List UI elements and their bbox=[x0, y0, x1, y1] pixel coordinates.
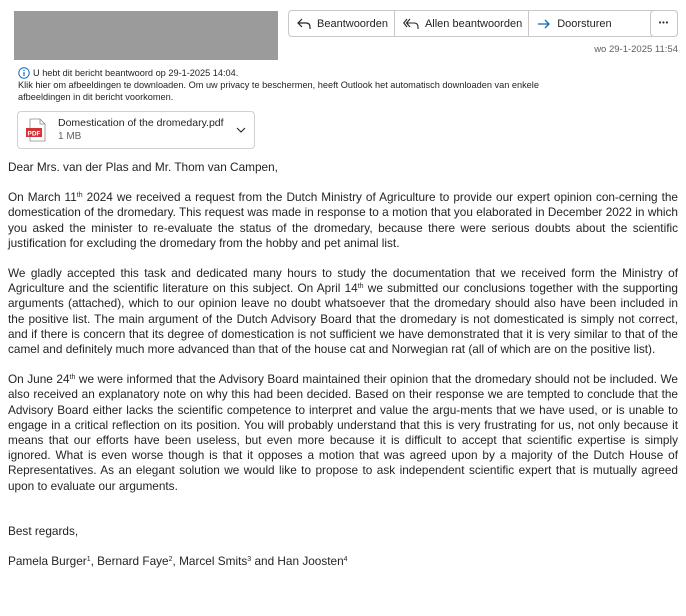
reply-button[interactable] bbox=[289, 11, 395, 36]
attachment-name: Domestication of the dromedary.pdf bbox=[58, 117, 224, 129]
closing: Best regards, bbox=[8, 523, 79, 538]
info-icon bbox=[18, 67, 30, 79]
more-icon: ••• bbox=[658, 20, 670, 27]
pdf-icon-label: PDF bbox=[27, 130, 41, 138]
download-images-link[interactable] bbox=[18, 79, 658, 103]
paragraph-2: We gladly accepted this task and dedicated many hours to study the documentation that we received form the Ministry of Agriculture and the scientific literature on this subject. On April 14th we submitted our conclusions together with the supporting arguments (attached), which to our opinion leave no doubt whatsoever that the dromedary should also have been included in the positive list. The main argument of the Dutch Advisory Board that the dromedary is not domesticated is simply not correct, and if there is concern that its degree of domestication is not sufficient we have demonstrated that it is very similar to that of the camel and definitely much more advanced than that of the house cat and Norwegian rat (all of which are on the positive list). bbox=[8, 266, 678, 357]
info-bar bbox=[18, 67, 658, 103]
reply-label: Beantwoorden bbox=[317, 17, 388, 30]
redacted-sender-block bbox=[14, 11, 278, 60]
replied-notice: U hebt dit bericht beantwoord op 29-1-2025 14:04. bbox=[33, 68, 239, 78]
chevron-down-icon[interactable] bbox=[236, 127, 246, 133]
attachment-card[interactable] bbox=[17, 111, 255, 149]
download-images-text-1: Klik hier om afbeeldingen te downloaden. Om uw privacy te beschermen, heeft Outlook het automatisch downloaden van enkele bbox=[18, 80, 539, 90]
download-images-text-2: afbeeldingen in dit bericht voorkomen. bbox=[18, 92, 174, 102]
more-actions-button[interactable] bbox=[650, 10, 678, 37]
message-date: wo 29-1-2025 11:54 bbox=[594, 44, 678, 55]
message-body bbox=[8, 160, 678, 569]
paragraph-3: On June 24th we were informed that the Advisory Board maintained their opinion that the dromedary should not be included. We also received an explanatory note on why this had been decided. Based on their response we are tempted to conclude that the Advisory Board either lacks the scientific competence to interpret and value the argu-ments that we have used, or is unable to engage in a critical reflection on its position. You will probably understand that this is very frustrating for us, not only because it means that our efforts have been useless, but even more because it is difficult to accept that scientific expertise is simply ignored. What is even worse though is that it opposes a motion that was agreed upon by a majority of the Dutch House of Representatives. As an elegant solution we would like to propose to ask independent scientific expert that is mutually agreed upon to evaluate our arguments. bbox=[8, 372, 678, 493]
signature: Pamela Burger$^1$, Bernard Faye$^2$, Marcel Smits$^3$ and Han Joosten$^4$ bbox=[8, 554, 348, 569]
reply-icon bbox=[297, 18, 311, 30]
reply-all-label: Allen beantwoorden bbox=[424, 17, 523, 30]
forward-label: Doorsturen bbox=[557, 17, 612, 30]
reply-all-button[interactable] bbox=[395, 11, 529, 36]
pdf-icon bbox=[26, 118, 48, 142]
attachment-size: 1 MB bbox=[58, 131, 82, 142]
paragraph-1: On March 11th 2024 we received a request from the Dutch Ministry of Agriculture to provide our expert opinion con-cerning the domestication of the dromedary. This request was made in response to a motion that you elaborated in December 2022 in which you asked the minister to re-evaluate the status of the dromedary, because there were serious doubts about the scientific justification for excluding the dromedary from the hobby and pet animal list. bbox=[8, 190, 678, 250]
forward-button[interactable] bbox=[529, 11, 617, 36]
message-actions-toolbar bbox=[288, 10, 678, 37]
reply-all-icon bbox=[403, 18, 419, 30]
forward-icon bbox=[537, 18, 551, 30]
greeting: Dear Mrs. van der Plas and Mr. Thom van Campen, bbox=[8, 160, 278, 174]
